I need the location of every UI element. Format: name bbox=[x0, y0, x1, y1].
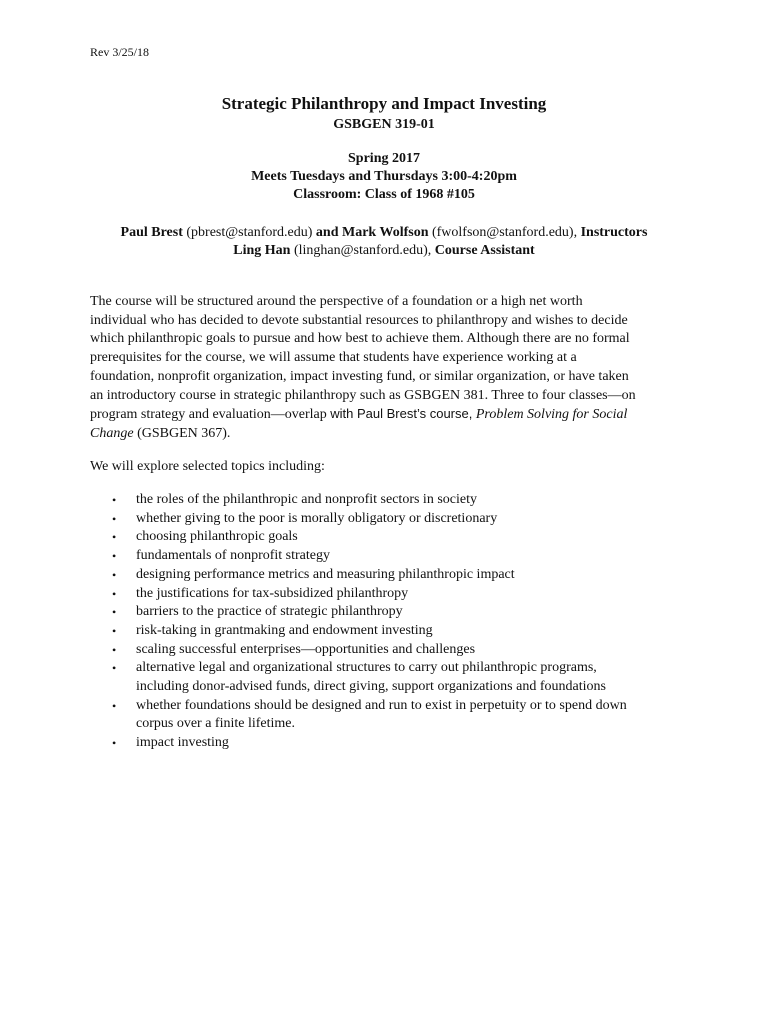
topic-item bbox=[90, 585, 690, 604]
topic-item bbox=[90, 641, 690, 660]
topic-item bbox=[90, 528, 690, 547]
intro-text: program strategy and evaluation—overlap bbox=[90, 407, 327, 423]
bullet-icon: • bbox=[112, 736, 117, 751]
topic-text: corpus over a finite lifetime. bbox=[136, 716, 295, 732]
topic-text: scaling successful enterprises—opportunities and challenges bbox=[136, 641, 476, 657]
intro-line bbox=[90, 425, 690, 444]
intro-line bbox=[90, 405, 690, 425]
bullet-icon: • bbox=[112, 493, 117, 507]
intro-line: an introductory course in strategic philanthropy such as GSBGEN 381. Three to four classes—on bbox=[90, 387, 636, 403]
instructor-email-2: (fwolfson@stanford.edu), bbox=[431, 225, 578, 240]
bullet-icon: • bbox=[112, 623, 117, 638]
topic-item bbox=[90, 734, 690, 753]
topic-item bbox=[90, 547, 690, 566]
intro-text-sans: with Paul Brest’s course, bbox=[330, 406, 473, 422]
assistant-email: (linghan@stanford.edu), bbox=[293, 243, 432, 258]
instructor-name-1: Paul Brest bbox=[120, 225, 183, 240]
topic-item bbox=[90, 697, 690, 734]
intro-text: (GSBGEN 367). bbox=[137, 425, 231, 441]
course-reference-italic: Problem Solving for Social bbox=[475, 407, 628, 423]
course-reference-italic-end: Change bbox=[90, 425, 134, 441]
intro-line: individual who has decided to devote substantial resources to philanthropy and wishes to decide bbox=[90, 312, 628, 328]
topic-text: impact investing bbox=[136, 735, 229, 751]
bullet-icon: • bbox=[112, 511, 117, 526]
term: Spring 2017 bbox=[348, 151, 420, 166]
assistant-name: Ling Han bbox=[233, 243, 291, 258]
topic-text: whether giving to the poor is morally obligatory or discretionary bbox=[136, 510, 498, 526]
topic-text: whether foundations should be designed and run to exist in perpetuity or to spend down bbox=[136, 697, 627, 713]
instructors-role: Instructors bbox=[580, 225, 648, 240]
topic-item bbox=[90, 603, 690, 622]
topic-text: risk-taking in grantmaking and endowment investing bbox=[136, 622, 433, 638]
bullet-icon: • bbox=[112, 567, 117, 582]
intro-paragraph bbox=[90, 293, 690, 444]
intro-line: The course will be structured around the perspective of a foundation or a high net worth bbox=[90, 294, 583, 309]
topic-item bbox=[90, 622, 690, 641]
topic-item bbox=[90, 491, 690, 510]
revision-date: Rev 3/25/18 bbox=[90, 45, 149, 59]
bullet-icon: • bbox=[112, 586, 117, 601]
topic-text: designing performance metrics and measuring philanthropic impact bbox=[136, 566, 515, 582]
intro-line: foundation, nonprofit organization, impact investing fund, or similar organization, or have taken bbox=[90, 368, 629, 384]
topics-list bbox=[90, 491, 690, 753]
instructors-line bbox=[0, 224, 768, 242]
classroom: Classroom: Class of 1968 #105 bbox=[293, 187, 475, 202]
intro-line: which philanthropic goals to pursue and how best to achieve them. Although there are no formal bbox=[90, 331, 630, 347]
intro-line: prerequisites for the course, we will assume that students have experience working at a bbox=[90, 350, 577, 366]
topic-item bbox=[90, 566, 690, 585]
instructor-email-1: (pbrest@stanford.edu) bbox=[186, 225, 313, 240]
topic-item bbox=[90, 659, 690, 696]
bullet-icon: • bbox=[112, 698, 117, 713]
topic-text: the roles of the philanthropic and nonprofit sectors in society bbox=[136, 492, 477, 507]
instructor-name-2: Mark Wolfson bbox=[342, 225, 429, 240]
topic-text: barriers to the practice of strategic philanthropy bbox=[136, 604, 403, 620]
topic-text: alternative legal and organizational structures to carry out philanthropic programs, bbox=[136, 660, 597, 676]
course-meta bbox=[0, 150, 768, 204]
bullet-icon: • bbox=[112, 661, 117, 676]
course-code: GSBGEN 319-01 bbox=[333, 117, 435, 132]
topics-intro: We will explore selected topics including: bbox=[90, 459, 325, 474]
topic-item bbox=[90, 510, 690, 529]
topic-text: choosing philanthropic goals bbox=[136, 529, 298, 545]
topic-text: including donor-advised funds, direct giving, support organizations and foundations bbox=[136, 679, 606, 695]
bullet-icon: • bbox=[112, 530, 117, 545]
assistant-role: Course Assistant bbox=[434, 243, 535, 258]
assistant-line bbox=[0, 242, 768, 260]
topic-text: fundamentals of nonprofit strategy bbox=[136, 548, 331, 564]
bullet-icon: • bbox=[112, 549, 117, 564]
bullet-icon: • bbox=[112, 605, 117, 620]
meeting-time: Meets Tuesdays and Thursdays 3:00-4:20pm bbox=[251, 169, 517, 184]
instructors-and: and bbox=[315, 225, 339, 240]
bullet-icon: • bbox=[112, 642, 117, 657]
course-title: Strategic Philanthropy and Impact Investing bbox=[221, 94, 547, 113]
topic-text: the justifications for tax-subsidized philanthropy bbox=[136, 585, 409, 601]
course-staff bbox=[0, 224, 768, 260]
